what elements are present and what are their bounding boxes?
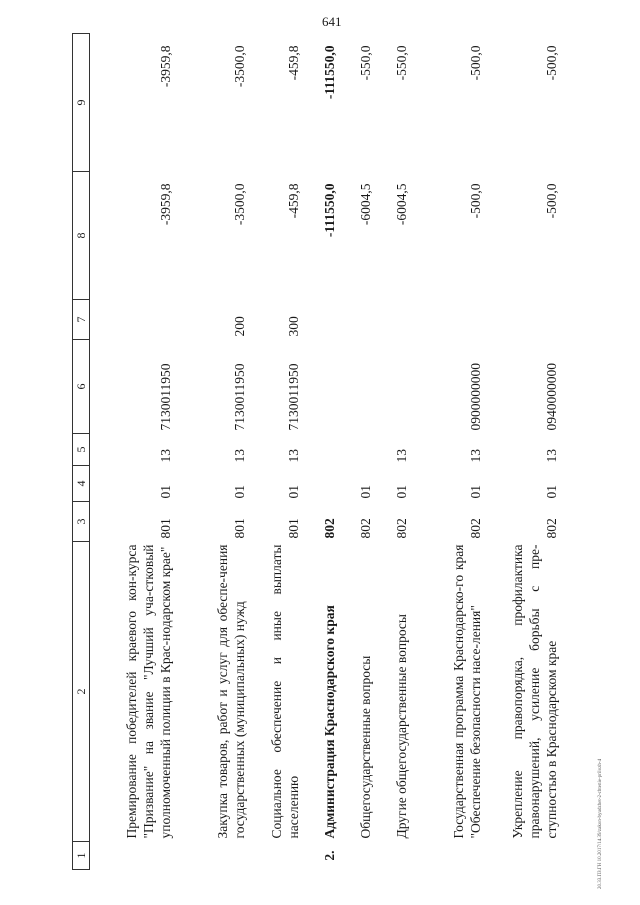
- row-col3: 802: [468, 518, 483, 539]
- side-note: 20.33.ПЗ.ГН 10.2017/14.39/zakon-byudzhet-2-chtenie-prilozh-4: [598, 758, 603, 889]
- row-number: [342, 842, 378, 870]
- row-col4: 01: [468, 485, 483, 499]
- row-col7: [306, 300, 342, 340]
- row-col9: -500,0: [468, 45, 483, 81]
- row-col7: 200: [232, 316, 247, 337]
- row-col4: 01: [286, 485, 301, 499]
- row-col7: [414, 300, 488, 340]
- row-col4: 01: [544, 485, 559, 499]
- row-number: [178, 842, 252, 870]
- row-col6: 0900000000: [468, 363, 483, 431]
- row-col6: 7130011950: [286, 363, 301, 431]
- row-col8: -6004,5: [358, 183, 373, 226]
- row-col8: -500,0: [468, 183, 483, 219]
- row-col8: -3500,0: [232, 183, 247, 226]
- row-number: [414, 842, 488, 870]
- budget-table: [72, 33, 564, 870]
- row-col5: [342, 434, 378, 466]
- row-col5: 13: [544, 449, 559, 463]
- row-col3: 801: [232, 518, 247, 539]
- row-col6: 0940000000: [544, 363, 559, 431]
- header-cell-6: 6: [73, 340, 90, 434]
- row-col7: 300: [286, 316, 301, 337]
- row-col9: -111550,0: [322, 45, 337, 100]
- row-col6: 7130011950: [158, 363, 173, 431]
- row-col7: [90, 300, 179, 340]
- row-col9: -500,0: [544, 45, 559, 81]
- row-col4: 01: [358, 485, 373, 499]
- row-col4: 01: [394, 485, 409, 499]
- row-col9: -3959,8: [158, 45, 173, 88]
- row-col8: -500,0: [544, 183, 559, 219]
- row-col6: [378, 340, 414, 434]
- row-col5: [306, 434, 342, 466]
- budget-table-rotated: [72, 34, 600, 870]
- row-col5: 13: [468, 449, 483, 463]
- row-col6: [306, 340, 342, 434]
- table-row: [90, 34, 179, 870]
- row-col5: 13: [394, 449, 409, 463]
- row-col8: -459,8: [286, 183, 301, 219]
- row-col8: -6004,5: [394, 183, 409, 226]
- row-col9: -459,8: [286, 45, 301, 81]
- row-name: Администрация Краснодарского края: [322, 605, 337, 839]
- table-row: [178, 34, 252, 870]
- header-cell-9: 9: [73, 34, 90, 172]
- row-col6: 7130011950: [232, 363, 247, 431]
- row-number: [488, 842, 564, 870]
- row-col7: [342, 300, 378, 340]
- row-col9: -550,0: [394, 45, 409, 81]
- table-row: [306, 34, 342, 870]
- row-col9: -3500,0: [232, 45, 247, 88]
- row-col8: -111550,0: [322, 183, 337, 238]
- header-row: [73, 34, 90, 870]
- header-cell-1: 1: [73, 842, 90, 870]
- table-row: [414, 34, 488, 870]
- row-col6: [342, 340, 378, 434]
- table-row: [252, 34, 306, 870]
- page-number: 641: [322, 14, 342, 29]
- row-name: Другие общегосударственные вопросы: [394, 614, 409, 839]
- row-name: Социальное обеспечение и иные выплаты населению: [269, 544, 301, 839]
- row-name: Государственная программа Краснодарско-го края "Обеспечение безопасности насе-ления": [451, 544, 483, 839]
- row-col3: 801: [286, 518, 301, 539]
- table-row: [378, 34, 414, 870]
- row-col9: -550,0: [358, 45, 373, 81]
- header-cell-2: 2: [73, 542, 90, 842]
- header-cell-3: 3: [73, 502, 90, 542]
- row-number: [90, 842, 179, 870]
- header-cell-8: 8: [73, 172, 90, 300]
- table-row: [488, 34, 564, 870]
- row-name: Общегосударственные вопросы: [358, 655, 373, 839]
- row-name: Премирование победителей краевого кон-курса "Призвание" на звание "Лучший уча-стковый уполномоченный полиции в Крас-нодарском крае": [124, 544, 173, 839]
- row-col4: 01: [158, 485, 173, 499]
- row-col5: 13: [232, 449, 247, 463]
- row-col3: 802: [358, 518, 373, 539]
- row-col7: [378, 300, 414, 340]
- header-cell-5: 5: [73, 434, 90, 466]
- row-col3: 802: [394, 518, 409, 539]
- header-cell-4: 4: [73, 466, 90, 502]
- row-col3: 802: [322, 518, 337, 539]
- row-col3: 801: [158, 518, 173, 539]
- row-number: [378, 842, 414, 870]
- row-name: Закупка товаров, работ и услуг для обеспе-чения государственных (муниципальных) нужд: [215, 544, 247, 839]
- row-col4: [306, 466, 342, 502]
- row-col4: 01: [232, 485, 247, 499]
- row-col8: -3959,8: [158, 183, 173, 226]
- header-cell-7: 7: [73, 300, 90, 340]
- row-col3: 802: [544, 518, 559, 539]
- table-row: [342, 34, 378, 870]
- row-col7: [488, 300, 564, 340]
- row-number: 2.: [322, 850, 337, 861]
- row-col5: 13: [158, 449, 173, 463]
- row-col5: 13: [286, 449, 301, 463]
- row-name: Укрепление правопорядка, профилактика правонарушений, усиление борьбы с пре-ступностью в Краснодарском крае: [510, 544, 559, 839]
- row-number: [252, 842, 306, 870]
